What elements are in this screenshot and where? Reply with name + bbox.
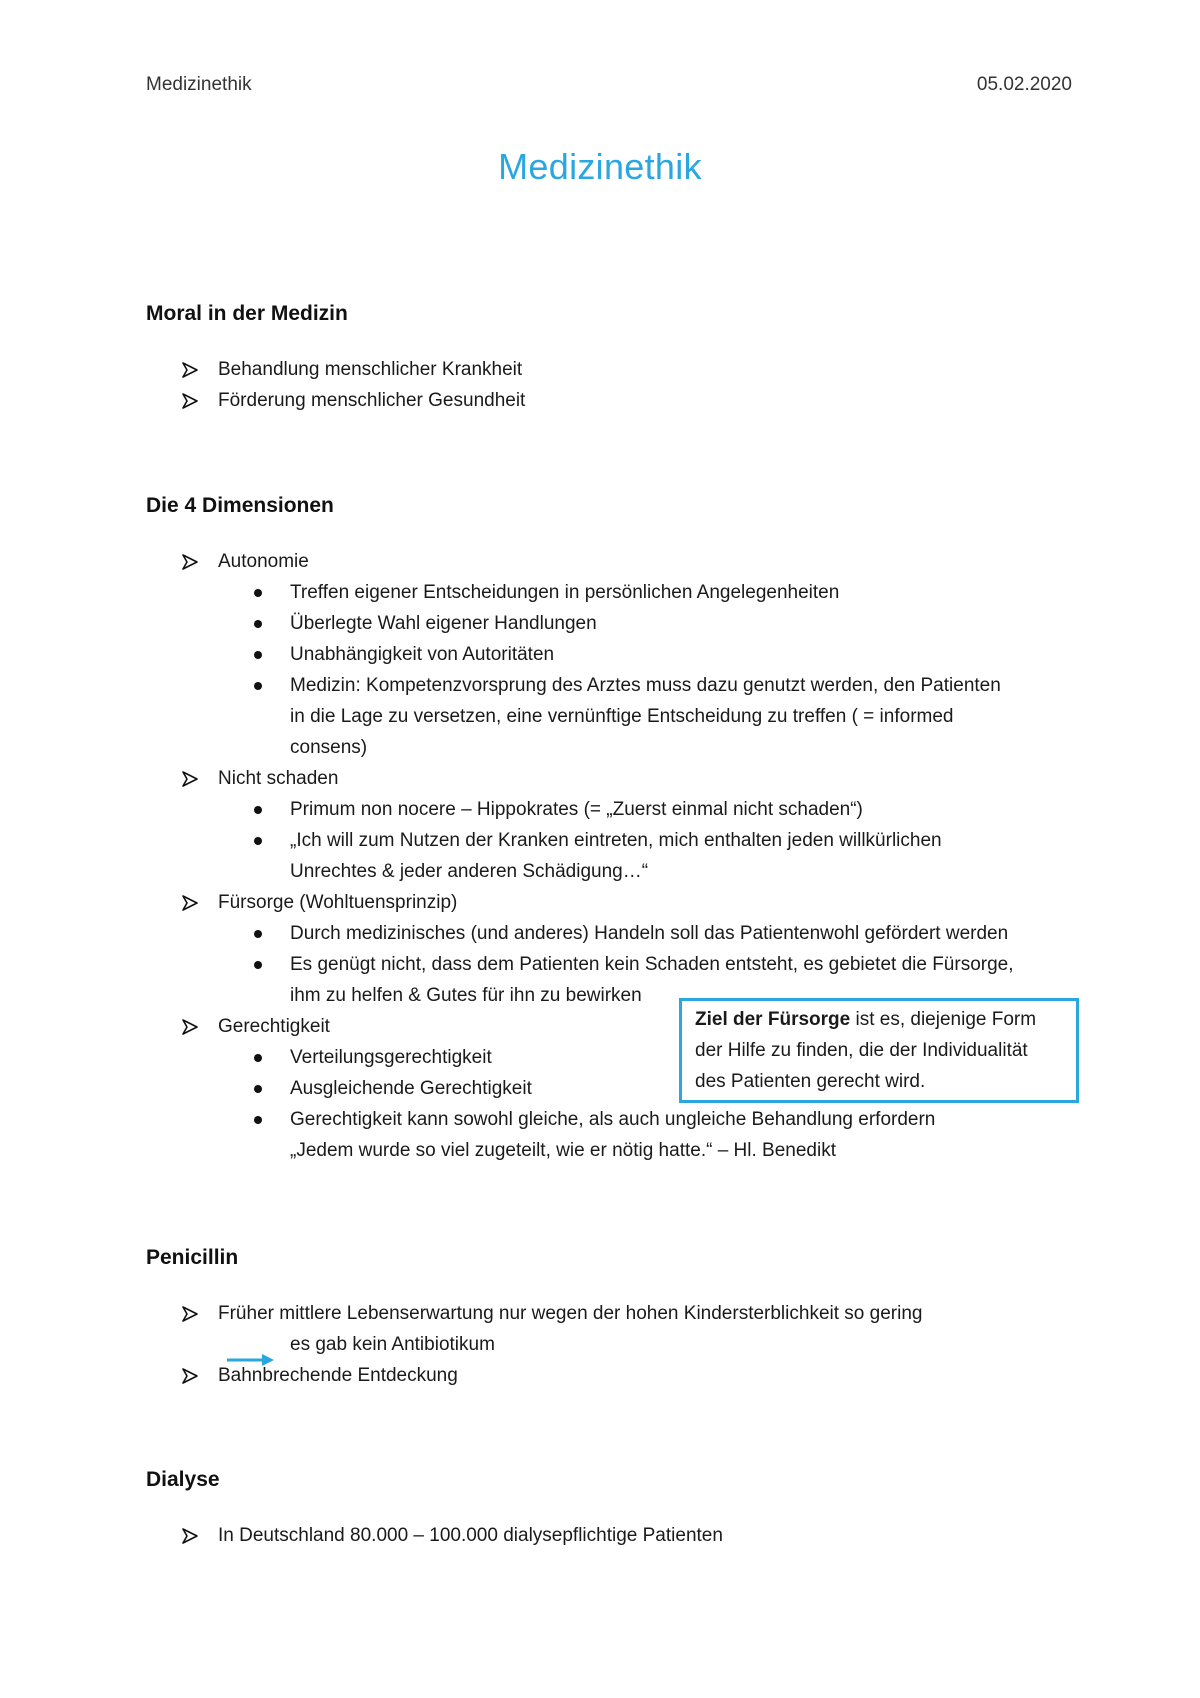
bullet-dot-icon <box>254 589 262 597</box>
callout-line-3: des Patienten gerecht wird. <box>695 1071 926 1092</box>
sub-list-item: „Ich will zum Nutzen der Kranken eintreten, mich enthalten jeden willkürlichen <box>290 830 942 851</box>
sub-list-item: Überlegte Wahl eigener Handlungen <box>290 613 597 634</box>
sub-list-item: Es genügt nicht, dass dem Patienten kein Schaden entsteht, es gebietet die Fürsorge, <box>290 954 1014 975</box>
arrowhead-bullet-icon <box>180 358 200 382</box>
bullet-dot-icon <box>254 1054 262 1062</box>
list-item-continued: es gab kein Antibiotikum <box>290 1334 495 1355</box>
sub-list-item-continued: ihm zu helfen & Gutes für ihn zu bewirken <box>290 985 642 1006</box>
list-item-autonomie: Autonomie <box>218 551 309 572</box>
callout-box <box>679 998 1079 1103</box>
list-item: Förderung menschlicher Gesundheit <box>218 390 526 411</box>
sub-list-item-continued: consens) <box>290 737 368 758</box>
bullet-dot-icon <box>254 806 262 814</box>
header-left: Medizinethik <box>146 74 252 95</box>
arrowhead-bullet-icon <box>180 1524 200 1548</box>
arrowhead-bullet-icon <box>180 767 200 791</box>
quote-line: „Jedem wurde so viel zugeteilt, wie er nötig hatte.“ – Hl. Benedikt <box>290 1140 836 1161</box>
sub-list-item: Durch medizinisches (und anderes) Handeln soll das Patientenwohl gefördert werden <box>290 923 1009 944</box>
callout-line-1-rest: ist es, diejenige Form <box>850 1009 1037 1030</box>
callout-line-1 <box>695 1008 1036 1032</box>
callout-bold: Ziel der Fürsorge <box>695 1009 851 1030</box>
heading-dimensionen: Die 4 Dimensionen <box>146 494 334 517</box>
arrowhead-bullet-icon <box>180 389 200 413</box>
sub-list-item-continued: in die Lage zu versetzen, eine vernünftige Entscheidung zu treffen ( = informed <box>290 706 954 727</box>
arrowhead-bullet-icon <box>180 1364 200 1388</box>
sub-list-item: Treffen eigener Entscheidungen in persönlichen Angelegenheiten <box>290 582 840 603</box>
sub-list-item: Gerechtigkeit kann sowohl gleiche, als auch ungleiche Behandlung erfordern <box>290 1109 936 1130</box>
heading-moral: Moral in der Medizin <box>146 302 348 325</box>
sub-list-item-continued: Unrechtes & jeder anderen Schädigung…“ <box>290 861 649 882</box>
list-item: Behandlung menschlicher Krankheit <box>218 359 523 380</box>
bullet-dot-icon <box>254 961 262 969</box>
list-item-nicht-schaden: Nicht schaden <box>218 768 339 789</box>
heading-dialyse: Dialyse <box>146 1468 220 1491</box>
arrowhead-bullet-icon <box>180 1015 200 1039</box>
list-item: In Deutschland 80.000 – 100.000 dialysepflichtige Patienten <box>218 1525 723 1546</box>
sub-list-item: Primum non nocere – Hippokrates (= „Zuerst einmal nicht schaden“) <box>290 799 863 820</box>
list-item: Früher mittlere Lebenserwartung nur wegen der hohen Kindersterblichkeit so gering <box>218 1303 923 1324</box>
list-item: Bahnbrechende Entdeckung <box>218 1365 458 1386</box>
heading-penicillin: Penicillin <box>146 1246 239 1269</box>
bullet-dot-icon <box>254 651 262 659</box>
callout-line-2: der Hilfe zu finden, die der Individualität <box>695 1040 1028 1061</box>
bullet-dot-icon <box>254 620 262 628</box>
list-item-fuersorge: Fürsorge (Wohltuensprinzip) <box>218 892 458 913</box>
list-item-gerechtigkeit: Gerechtigkeit <box>218 1016 330 1037</box>
arrowhead-bullet-icon <box>180 550 200 574</box>
bullet-dot-icon <box>254 837 262 845</box>
sub-list-item: Ausgleichende Gerechtigkeit <box>290 1078 532 1099</box>
arrowhead-bullet-icon <box>180 891 200 915</box>
page-title: Medizinethik <box>498 146 702 187</box>
sub-list-item: Verteilungsgerechtigkeit <box>290 1047 492 1068</box>
sub-list-item: Medizin: Kompetenzvorsprung des Arztes muss dazu genutzt werden, den Patienten <box>290 675 1001 696</box>
arrowhead-bullet-icon <box>180 1302 200 1326</box>
bullet-dot-icon <box>254 930 262 938</box>
sub-list-item: Unabhängigkeit von Autoritäten <box>290 644 555 665</box>
bullet-dot-icon <box>254 1085 262 1093</box>
bullet-dot-icon <box>254 1116 262 1124</box>
bullet-dot-icon <box>254 682 262 690</box>
header-date: 05.02.2020 <box>976 74 1072 95</box>
